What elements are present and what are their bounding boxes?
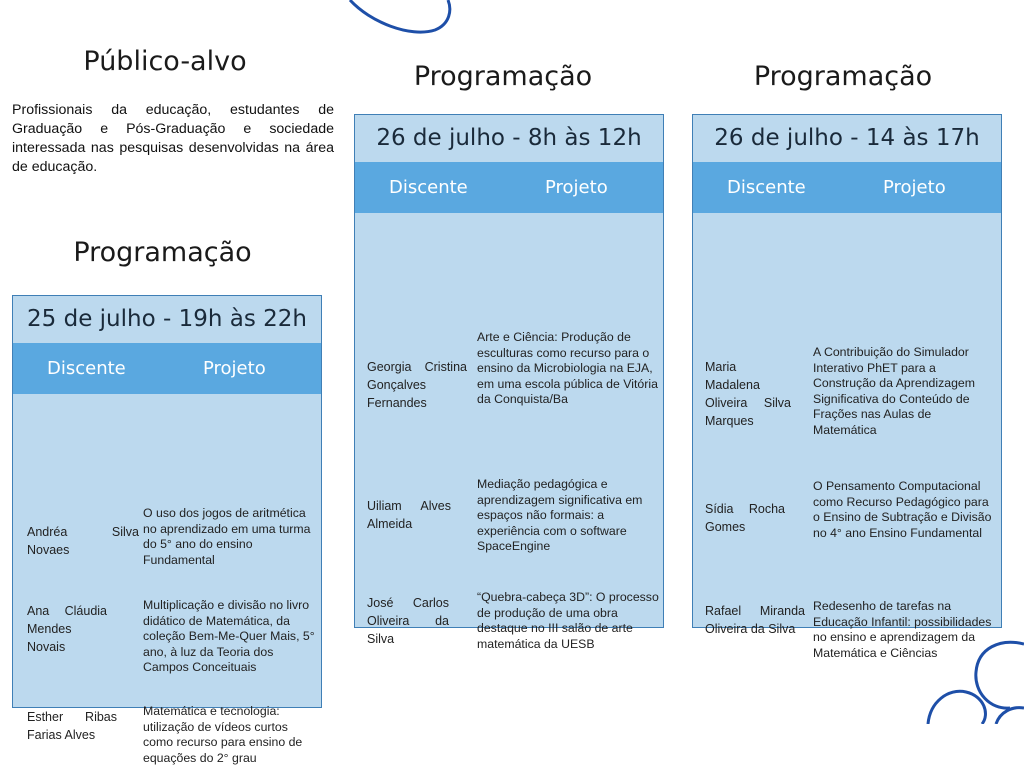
- discente-name: Esther Ribas Farias Alves: [27, 710, 117, 742]
- discente-name: Ana Cláudia Mendes Novais: [27, 604, 107, 654]
- projeto-title: O Pensamento Computacional como Recurso Pedagógico para o Ensino de Subtração e Divisão no 4° ano Ensino Fundamental: [813, 479, 992, 540]
- schedule-panel-26-julho-tarde: [692, 114, 1002, 660]
- projeto-title: Redesenho de tarefas na Educação Infantil: possibilidades no ensino e aprendizagem da Matemática e Ciências: [813, 599, 992, 660]
- column-discente: Discente: [389, 177, 468, 198]
- discente-name: Andréa Silva Novaes: [27, 525, 139, 557]
- discente-name: Georgia Cristina Gonçalves Fernandes: [367, 360, 467, 410]
- column-projeto: Projeto: [203, 358, 266, 379]
- programacao-title-1: Programação: [73, 237, 252, 268]
- column-projeto: Projeto: [545, 177, 608, 198]
- column-discente: Discente: [47, 358, 126, 379]
- discente-name: Uiliam Alves Almeida: [367, 499, 451, 531]
- panel-date: 26 de julho - 14 às 17h: [714, 125, 980, 151]
- panel-column-header: [13, 343, 321, 394]
- panel-date: 26 de julho - 8h às 12h: [376, 125, 642, 151]
- projeto-title: Multiplicação e divisão no livro didático de Matemática, da coleção Bem-Me-Quer Mais, 5° ano, à luz da Teoria dos Campos Conceituais: [143, 598, 315, 674]
- panel-column-header: [355, 162, 663, 213]
- discente-name: José Carlos Oliveira da Silva: [367, 596, 449, 646]
- projeto-title: Matemática e tecnologia: utilização de vídeos curtos como recurso para ensino de equações do 2° grau: [143, 704, 303, 765]
- programacao-title-2: Programação: [413, 61, 593, 92]
- projeto-title: Arte e Ciência: Produção de esculturas como recurso para o ensino da Microbiologia na EJA, em uma escola pública de Vitória da Conquista/Ba: [477, 330, 658, 406]
- discente-name: Sídia Rocha Gomes: [705, 502, 785, 534]
- programacao-title-3: Programação: [753, 61, 933, 92]
- projeto-title: Mediação pedagógica e aprendizagem significativa em espaços não formais: a experiência com o software SpaceEngine: [477, 477, 643, 553]
- discente-name: Maria Madalena Oliveira Silva Marques: [705, 360, 791, 428]
- panel-date: 25 de julho - 19h às 22h: [27, 306, 307, 332]
- schedule-panel-25-julho: [12, 295, 322, 765]
- projeto-title: O uso dos jogos de aritmética no aprendizado em uma turma do 5° ano do ensino Fundamental: [143, 506, 311, 567]
- publico-alvo-title: Público-alvo: [83, 46, 247, 77]
- column-discente: Discente: [727, 177, 806, 198]
- publico-alvo-text: Profissionais da educação, estudantes de Graduação e Pós-Graduação e sociedade interessada nas pesquisas desenvolvidas na área de educação.: [12, 102, 334, 175]
- projeto-title: “Quebra-cabeça 3D”: O processo de produção de uma obra destaque no III salão de arte matemática da UESB: [477, 590, 659, 651]
- schedule-panel-26-julho-manha: [354, 114, 664, 651]
- discente-name: Rafael Miranda Oliveira da Silva: [705, 604, 805, 636]
- column-projeto: Projeto: [883, 177, 946, 198]
- decorative-swirl-top: [330, 0, 470, 40]
- panel-column-header: [693, 162, 1001, 213]
- projeto-title: A Contribuição do Simulador Interativo PhET para a Construção da Aprendizagem Significativa do Conteúdo de Frações nas Aulas de Matemática: [813, 345, 976, 437]
